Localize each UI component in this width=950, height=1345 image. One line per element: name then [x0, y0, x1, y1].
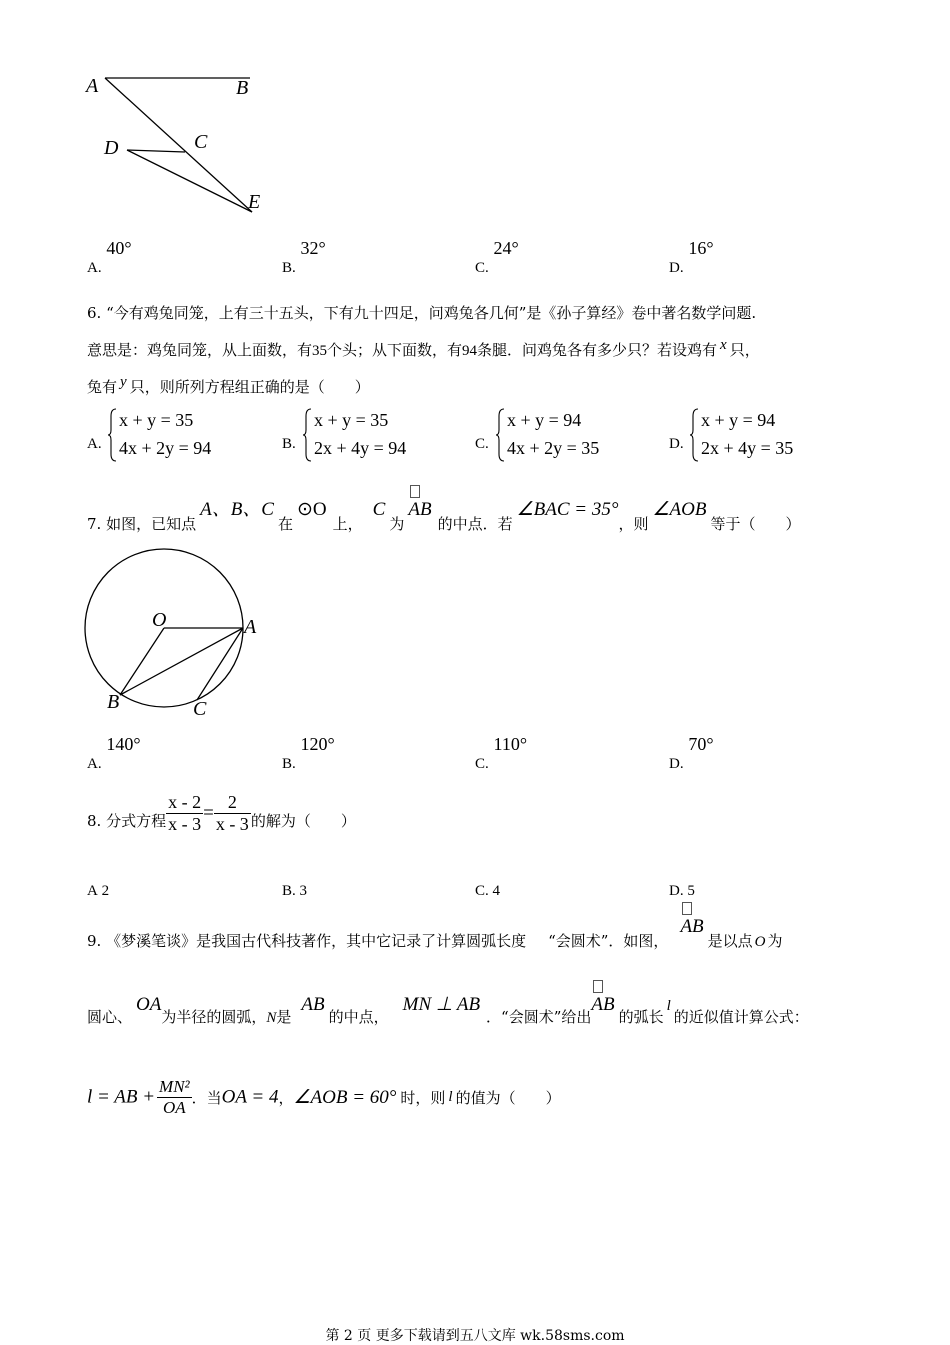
q7-option-d: D. 70°	[669, 734, 714, 772]
figure-circle	[80, 545, 270, 725]
q8-right-fraction: $\frac{2}{x - 3}$	[215, 792, 249, 834]
figure-triangles	[80, 70, 290, 220]
q8-option-a: A 2	[87, 883, 110, 899]
label-b: B	[107, 691, 120, 713]
label-c: C	[193, 698, 207, 720]
q7-stem: 7. 如图，已知点A、B、C在⊙O上，C为 AB的中点．若∠BAC = 35°，则∠AOB等于（ ）	[87, 494, 800, 521]
q5-option-d: D. 16°	[669, 238, 714, 276]
q9-fraction: $\frac{\text{MN²}}{OA}$	[159, 1077, 190, 1117]
brace-icon	[302, 408, 312, 462]
segment-ob	[120, 628, 164, 695]
label-d: D	[104, 137, 119, 159]
q7-option-c: C. 110°	[475, 734, 528, 772]
label-b: B	[236, 77, 249, 99]
q8-option-d: D. 5	[669, 883, 695, 899]
q8-stem: 8. 分式方程 $\frac{x - 2}{x - 3}$ = $\frac{2}{x - 3}$ 的解为（ ）	[87, 792, 356, 834]
segment-de	[127, 150, 252, 212]
q8-option-b: B. 3	[282, 883, 308, 899]
brace-icon	[689, 408, 699, 462]
segment-ac	[197, 628, 243, 700]
q9-line-3: l = AB + $\frac{\text{MN²}}{OA}$ ．当OA = 4，∠AOB = 60° 时，则 l 的值为（ ）	[87, 1077, 561, 1117]
segment-ae	[105, 78, 252, 212]
brace-icon	[107, 408, 117, 462]
label-o: O	[152, 609, 167, 631]
q9-line-2: 圆心、OA为半径的圆弧，N是AB的中点，MN ⊥ AB．“会圆术”给出 AB的弧长l的近似值计算公式：	[87, 993, 809, 1016]
q6-line-2: 意思是：鸡兔同笼，从上面数，有35个头；从下面数，有94条腿．问鸡兔各有多少只？若设鸡有 x 只，	[87, 337, 760, 359]
label-a: A	[244, 616, 257, 638]
q8-option-c: C. 4	[475, 883, 501, 899]
label-e: E	[248, 191, 261, 213]
segment-dc	[127, 150, 185, 152]
arc-mark-icon	[593, 980, 603, 993]
label-c: C	[194, 131, 208, 153]
q5-option-c: C. 24°	[475, 238, 519, 276]
brace-icon	[495, 408, 505, 462]
label-a: A	[86, 75, 99, 97]
segment-ab	[120, 628, 243, 695]
q6-line-3: 兔有 y 只，则所列方程组正确的是（ ）	[87, 374, 370, 396]
q9-line-1: 9. 《梦溪笔谈》是我国古代科技著作，其中它记录了计算圆弧长度 “会圆术”．如图， AB是以点 O 为	[87, 916, 783, 938]
q8-left-fraction: $\frac{x - 2}{x - 3}$	[168, 792, 202, 834]
q5-option-b: B. 32°	[282, 238, 326, 276]
page-footer: 第 2 页 更多下载请到五八文库 wk.58sms.com	[325, 1328, 625, 1344]
q7-option-b: B. 120°	[282, 734, 335, 772]
q5-option-a: A. 40°	[87, 238, 132, 276]
q7-option-a: A. 140°	[87, 734, 141, 772]
q6-line-1: 6. “今有鸡兔同笼，上有三十五头，下有九十四足，问鸡兔各几何”是《孙子算经》卷中著名数学问题.	[87, 304, 757, 322]
arc-mark-icon	[410, 485, 420, 498]
arc-mark-icon	[682, 902, 692, 915]
